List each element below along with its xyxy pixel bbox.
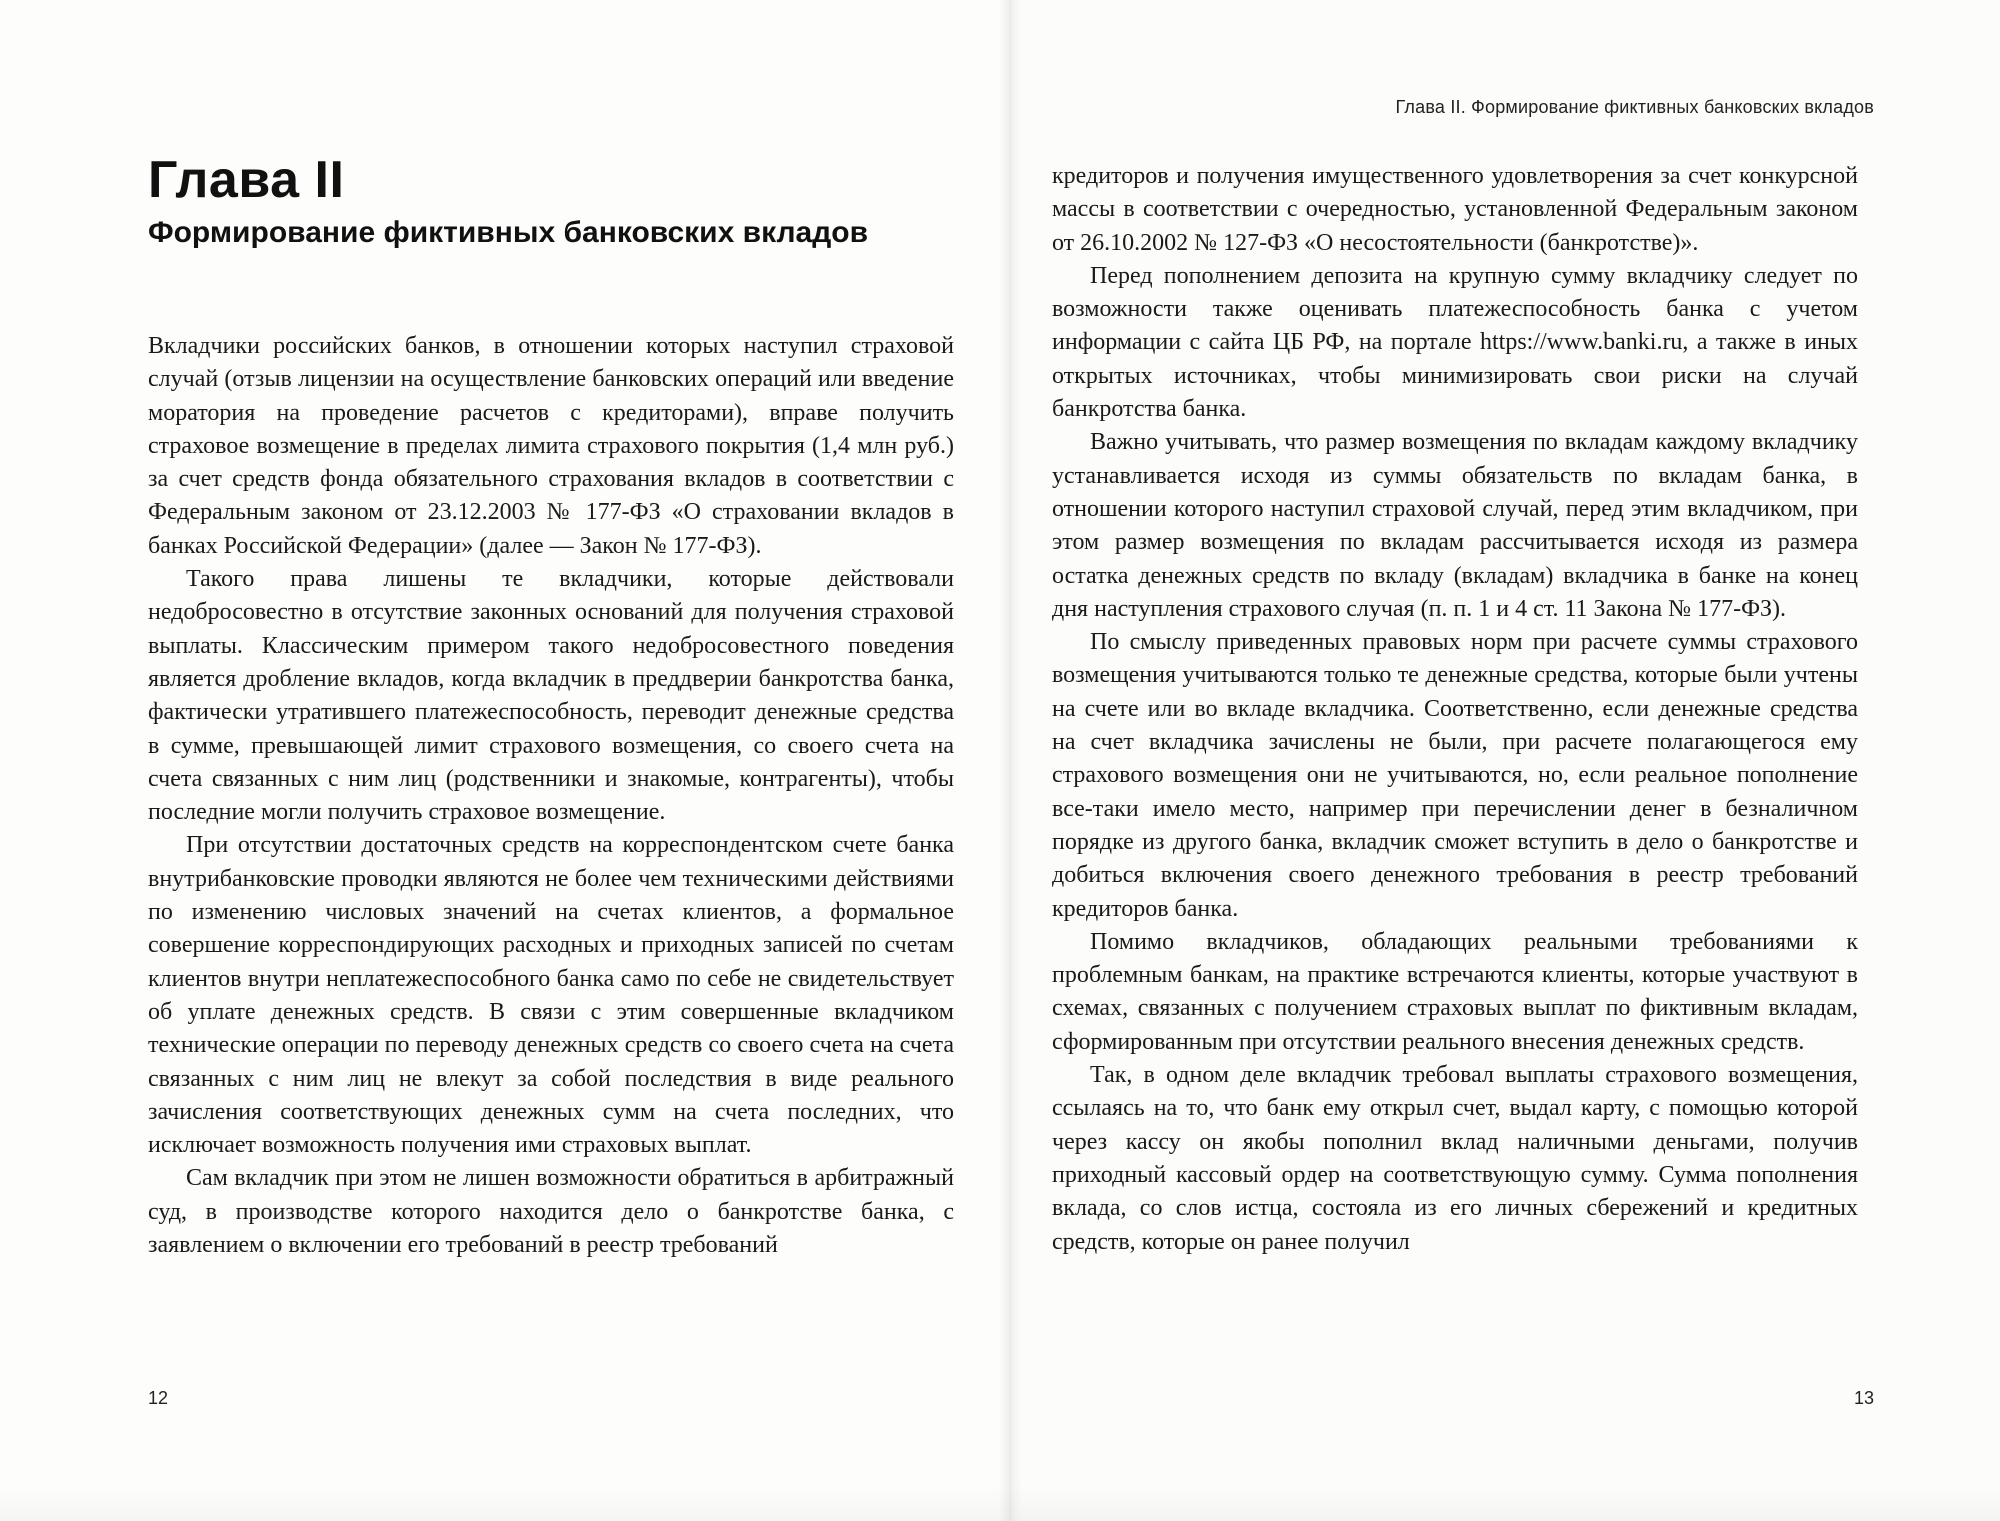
book-gutter xyxy=(998,0,1022,1521)
chapter-title: Глава II xyxy=(148,151,345,209)
left-page-body xyxy=(148,330,954,1262)
page-number: 12 xyxy=(148,1388,169,1408)
paragraph: Помимо вкладчиков, обладающих реальными требованиями к проблемным банкам, на практике встречаются клиенты, которые участвуют в схемах, связанных с получением страховых выплат по фиктивным вкладам, сформированным при отсутствии реального внесения денежных средств. xyxy=(1052,928,1858,1055)
paragraph: Так, в одном деле вкладчик требовал выплаты страхового возмещения, ссылаясь на то, что банк ему открыл счет, выдал карту, с помощью которой через кассу он якобы пополнил вклад наличными деньгами, получив приходный кассовый ордер на соответствующую сумму. Сумма пополнения вклада, со слов истца, состояла из его личных сбережений и кредитных средств, которые он ранее получил xyxy=(1052,1062,1858,1255)
paragraph: Сам вкладчик при этом не лишен возможности обратиться в арбитражный суд, в производстве которого находится дело о банкротстве банка, с заявлением о включении его требований в реестр требований xyxy=(148,1165,954,1259)
paragraph: Вкладчики российских банков, в отношении которых наступил страховой случай (отзыв лицензии на осуществление банковских операций или введение моратория на проведение расчетов с кредиторами), вправе получить страховое возмещение в пределах лимита страхового покрытия (1,4 млн руб.) за счет средств фонда обязательного страхования вкладов в соответствии с Федеральным законом от 23.12.2003 № 177-ФЗ «О страховании вкладов в банках Российской Федерации» (далее — Закон № 177-ФЗ). xyxy=(148,333,954,559)
paragraph: При отсутствии достаточных средств на корреспондентском счете банка внутрибанковские проводки являются не более чем техническими действиями по изменению числовых значений на счетах клиентов, а формальное совершение корреспондирующих расходных и приходных записей по счетам клиентов внутри неплатежеспособного банка само по себе не свидетельствует об уплате денежных средств. В связи с этим совершенные вкладчиком технические операции по переводу денежных средств со своего счета на счета связанных с ним лиц не влекут за собой последствия в виде реального зачисления соответствующих денежных сумм на счета последних, что исключает возможность получения ими страховых выплат. xyxy=(148,832,954,1159)
right-page-body xyxy=(1052,160,1858,1259)
page-number: 13 xyxy=(1853,1388,1874,1408)
paragraph: По смыслу приведенных правовых норм при расчете суммы страхового возмещения учитываются только те денежные средства, которые были учтены на счете или во вкладе вкладчика. Соответственно, если денежные средства на счет вкладчика зачислены не были, при расчете полагающегося ему страхового возмещения они не учитываются, но, если реальное пополнение все-таки имело место, например при перечислении денег в безналичном порядке из другого банка, вкладчик сможет вступить в дело о банкротстве и добиться включения своего денежного требования в реестр требований кредиторов банка. xyxy=(1052,629,1858,922)
right-page xyxy=(1010,0,2000,1521)
page-edge xyxy=(0,1485,2000,1521)
paragraph: Важно учитывать, что размер возмещения по вкладам каждому вкладчику устанавливается исходя из суммы обязательств по вкладам банка, в отношении которого наступил страховой случай, перед этим вкладчиком, при этом размер возмещения по вкладам рассчитывается исходя из размера остатка денежных средств по вкладу (вкладам) вкладчика в банке на конец дня наступления страхового случая (п. п. 1 и 4 ст. 11 Закона № 177-ФЗ). xyxy=(1052,429,1858,622)
running-header: Глава II. Формирование фиктивных банковских вкладов xyxy=(1395,97,1874,117)
paragraph: кредиторов и получения имущественного удовлетворения за счет конкурсной массы в соответствии с очередностью, установленной Федеральным законом от 26.10.2002 № 127-ФЗ «О несостоятельности (банкротстве)». xyxy=(1052,163,1858,256)
paragraph: Такого права лишены те вкладчики, которые действовали недобросовестно в отсутствие законных оснований для получения страховой выплаты. Классическим примером такого недобросовестного поведения является дробление вкладов, когда вкладчик в преддверии банкротства банка, фактически утратившего платежеспособность, переводит денежные средства в сумме, превышающей лимит страхового возмещения, со своего счета на счета связанных с ним лиц (родственники и знакомые, контрагенты), чтобы последние могли получить страховое возмещение. xyxy=(148,566,954,826)
paragraph: Перед пополнением депозита на крупную сумму вкладчику следует по возможности также оценивать платежеспособность банка с учетом информации с сайта ЦБ РФ, на портале https://www.banki.ru, а также в иных открытых источниках, чтобы минимизировать свои риски на случай банкротства банка. xyxy=(1052,262,1858,423)
chapter-subtitle: Формирование фиктивных банковских вкладов xyxy=(148,216,869,249)
